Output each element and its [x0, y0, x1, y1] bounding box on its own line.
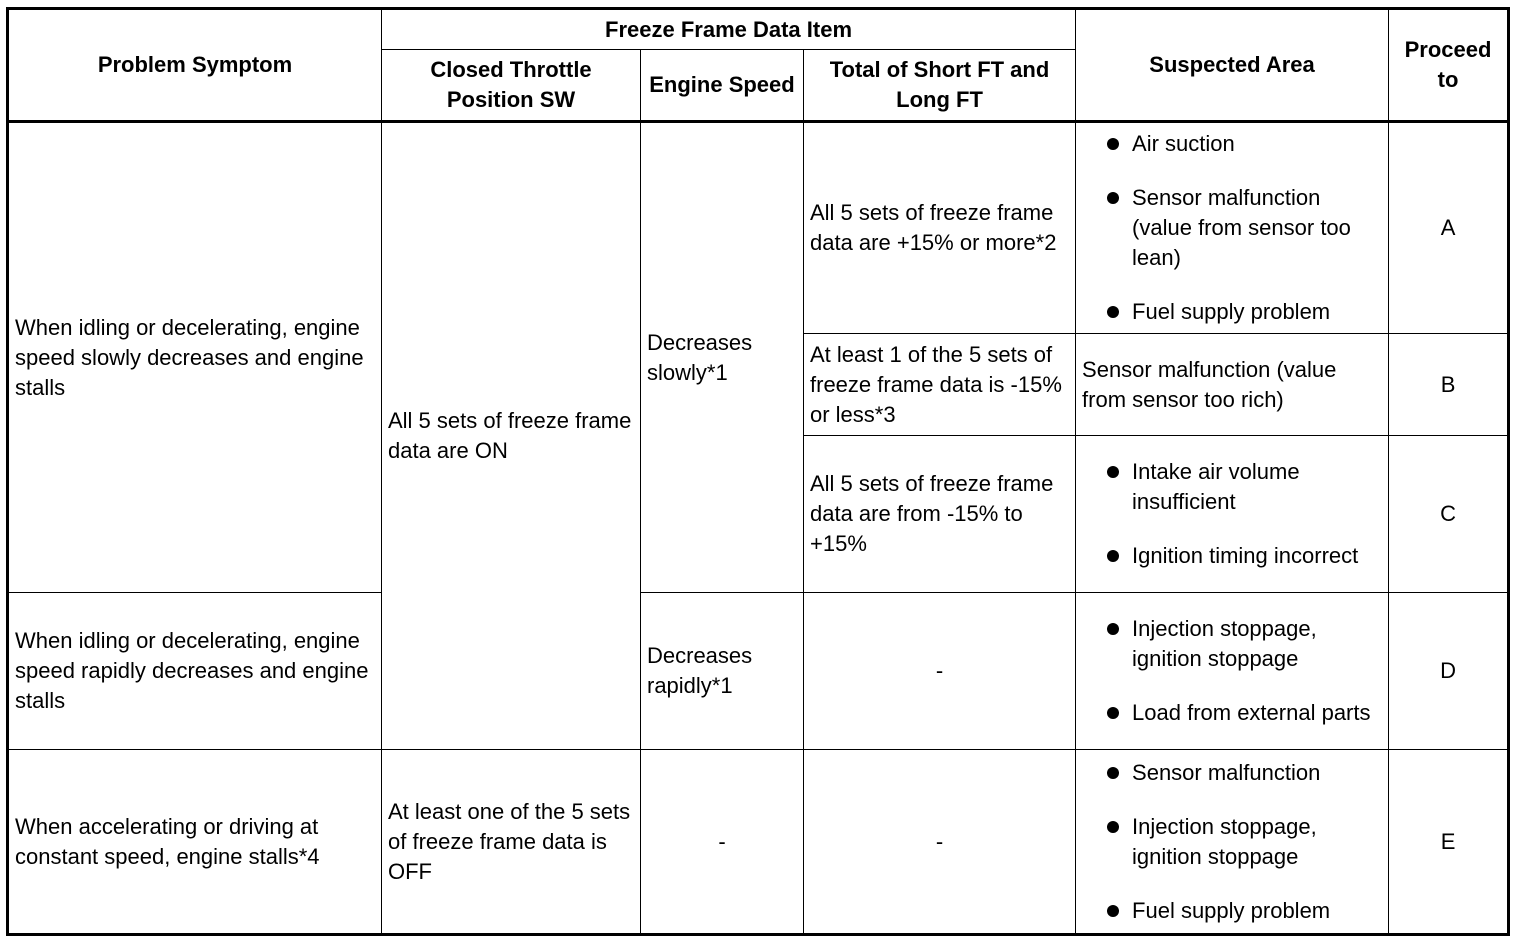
ft-cell: All 5 sets of freeze frame data are from -15% to +15% — [804, 436, 1076, 593]
throttle-cell: All 5 sets of freeze frame data are ON — [382, 122, 641, 750]
suspected-area-list — [1082, 614, 1382, 728]
list-item: Sensor malfunction — [1082, 758, 1382, 788]
ft-cell: - — [804, 750, 1076, 935]
suspected-area-list — [1082, 457, 1382, 571]
header-problem-symptom: Problem Symptom — [8, 9, 382, 122]
header-total-ft: Total of Short FT and Long FT — [804, 50, 1076, 122]
list-item: Injection stoppage, ignition stoppage — [1082, 812, 1382, 872]
suspected-area-cell — [1076, 593, 1389, 750]
table-row — [8, 122, 1509, 334]
proceed-cell: B — [1389, 334, 1509, 436]
engine-speed-cell: Decreases slowly*1 — [641, 122, 804, 593]
engine-speed-cell: Decreases rapidly*1 — [641, 593, 804, 750]
header-engine-speed: Engine Speed — [641, 50, 804, 122]
suspected-area-cell — [1076, 436, 1389, 593]
engine-speed-cell: - — [641, 750, 804, 935]
list-item: Injection stoppage, ignition stoppage — [1082, 614, 1382, 674]
suspected-area-cell — [1076, 750, 1389, 935]
suspected-area-list — [1082, 758, 1382, 926]
symptom-cell: When idling or decelerating, engine speed slowly decreases and engine stalls — [8, 122, 382, 593]
proceed-cell: C — [1389, 436, 1509, 593]
list-item: Sensor malfunction (value from sensor too lean) — [1082, 183, 1382, 273]
header-freeze-frame-group: Freeze Frame Data Item — [382, 9, 1076, 50]
throttle-cell: At least one of the 5 sets of freeze frame data is OFF — [382, 750, 641, 935]
header-closed-throttle: Closed Throttle Position SW — [382, 50, 641, 122]
symptom-cell: When accelerating or driving at constant speed, engine stalls*4 — [8, 750, 382, 935]
list-item: Fuel supply problem — [1082, 896, 1382, 926]
list-item: Ignition timing incorrect — [1082, 541, 1382, 571]
list-item: Fuel supply problem — [1082, 297, 1382, 327]
header-suspected-area: Suspected Area — [1076, 9, 1389, 122]
suspected-area-list — [1082, 129, 1382, 327]
list-item: Air suction — [1082, 129, 1382, 159]
suspected-area-cell — [1076, 122, 1389, 334]
list-item: Load from external parts — [1082, 698, 1382, 728]
ft-cell: - — [804, 593, 1076, 750]
table-row — [8, 750, 1509, 935]
proceed-cell: D — [1389, 593, 1509, 750]
header-proceed-to: Proceed to — [1389, 9, 1509, 122]
ft-cell: All 5 sets of freeze frame data are +15% or more*2 — [804, 122, 1076, 334]
diagnosis-table — [6, 7, 1510, 936]
table-row — [8, 593, 1509, 750]
proceed-cell: A — [1389, 122, 1509, 334]
header-row-1 — [8, 9, 1509, 50]
proceed-cell: E — [1389, 750, 1509, 935]
suspected-area-cell: Sensor malfunction (value from sensor too rich) — [1076, 334, 1389, 436]
ft-cell: At least 1 of the 5 sets of freeze frame data is -15% or less*3 — [804, 334, 1076, 436]
list-item: Intake air volume insufficient — [1082, 457, 1382, 517]
symptom-cell: When idling or decelerating, engine speed rapidly decreases and engine stalls — [8, 593, 382, 750]
